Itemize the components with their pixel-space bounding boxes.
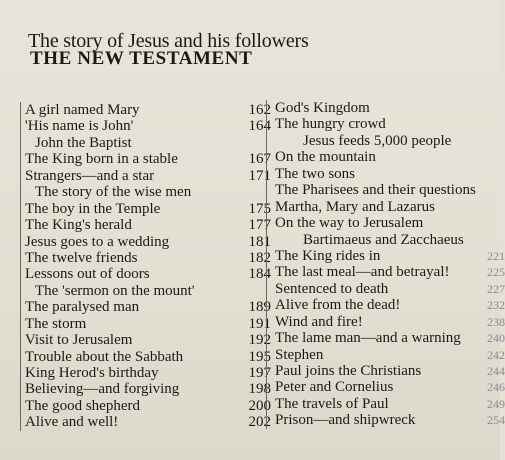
contents-entry [21,283,279,299]
contents-entry [267,166,501,182]
contents-entry [267,346,505,363]
entry-page-number: 246 [487,380,505,395]
entry-title: Trouble about the Sabbath [25,348,184,365]
entry-title: Martha, Mary and Lazarus [275,198,435,215]
contents-entry [21,266,279,282]
contents-entry [21,398,279,414]
entry-title: Visit to Jerusalem [25,332,133,349]
contents-entry [21,332,279,348]
entry-page-number: 164 [248,118,271,135]
contents-entry [267,363,505,379]
contents-entry [267,297,505,314]
contents-entry [267,330,505,347]
entry-title: John the Baptist [35,134,132,151]
entry-title: Peter and Cornelius [275,379,394,396]
entry-page-number: 181 [248,233,271,250]
entry-title: The travels of Paul [275,395,389,412]
contents-entry [21,168,279,184]
entry-title: King Herod's birthday [25,365,159,381]
entry-page-number: 162 [248,102,271,118]
contents-entry [21,365,279,381]
entry-title: On the mountain [275,149,376,166]
entry-title: The King born in a stable [25,151,178,168]
entry-page-number: 195 [248,348,271,365]
entry-title: Lessons out of doors [25,266,150,283]
entry-title: Sentenced to death [275,280,389,297]
contents-entry [21,118,279,134]
contents-entry [267,133,501,149]
entry-page-number: 242 [487,347,505,362]
contents-entry [21,349,279,365]
entry-title: The storm [25,315,87,332]
contents-entry [267,116,501,132]
entry-title: The last meal—and betrayal! [275,264,450,281]
entry-title: The boy in the Temple [25,200,161,217]
entry-page-number: 249 [487,396,505,411]
entry-title: The King rides in [275,247,381,264]
entry-title: Believing—and forgiving [25,381,180,398]
contents-entry [21,135,279,151]
contents-entry [21,151,279,167]
contents-entry [267,215,501,231]
entry-page-number: 198 [248,381,271,398]
entry-page-number: 254 [487,413,505,428]
entry-title: On the way to Jerusalem [275,215,424,232]
entry-page-number: 177 [248,217,271,234]
contents-entry [267,395,505,412]
entry-title: The 'sermon on the mount' [35,282,195,299]
entry-page-number: 189 [248,299,271,316]
entry-title: Alive from the dead! [275,297,401,314]
entry-title: The paralysed man [25,299,140,316]
contents-entry [21,250,279,266]
entry-page-number: 175 [248,200,271,217]
entry-title: The Pharisees and their questions [275,182,476,199]
entry-page-number: 227 [487,281,505,296]
contents-entry [267,247,505,264]
contents-entry [267,412,505,429]
entry-page-number: 244 [487,364,505,378]
section-title: THE NEW TESTAMENT [30,48,253,69]
entry-title: Alive and well! [25,414,119,431]
entry-page-number: 171 [248,167,271,184]
entry-title: God's Kingdom [275,100,370,116]
contents-entry [21,102,279,118]
entry-page-number: 184 [248,266,271,283]
entry-title: Paul joins the Christians [275,363,422,379]
contents-entry [21,381,279,397]
entry-title: The King's herald [25,217,132,234]
entry-title: Stephen [275,346,324,363]
entry-page-number: 167 [248,151,271,168]
contents-column-left [20,102,279,431]
entry-page-number: 191 [248,315,271,332]
entry-title: The good shepherd [25,397,140,414]
entry-title: The two sons [275,165,355,182]
entry-title: Prison—and shipwreck [275,412,416,429]
contents-entry [21,414,279,430]
entry-title: The hungry crowd [275,116,386,133]
contents-entry [267,149,501,165]
entry-title: The lame man—and a warning [275,330,461,347]
contents-entry [267,199,501,215]
contents-entry [21,217,279,233]
entry-page-number: 232 [487,298,505,313]
entry-page-number: 202 [248,414,271,431]
section-subtitle: The story of Jesus and his followers [28,30,309,52]
entry-page-number: 221 [487,248,505,263]
entry-title: A girl named Mary [25,102,140,118]
contents-entry [21,234,279,250]
entry-title: The twelve friends [25,249,138,266]
contents-entry [267,313,505,330]
contents-entry [21,316,279,332]
entry-title: Jesus feeds 5,000 people [303,132,452,149]
entry-page-number: 200 [248,397,271,414]
contents-entry [267,379,505,396]
contents-entry [267,232,501,248]
contents-entry [267,182,501,198]
entry-page-number: 182 [248,249,271,266]
contents-entry [267,264,505,281]
contents-entry [21,201,279,217]
entry-title: The story of the wise men [35,184,192,201]
contents-entry [267,100,501,116]
entry-title: Bartimaeus and Zacchaeus [303,231,464,248]
entry-title: Wind and fire! [275,313,363,330]
entry-page-number: 192 [248,332,271,349]
contents-entry [267,280,505,297]
entry-title: Jesus goes to a wedding [25,233,170,250]
entry-page-number: 238 [487,314,505,329]
entry-title: 'His name is John' [25,118,134,135]
entry-page-number: 197 [248,365,271,381]
entry-page-number: 225 [487,265,505,280]
contents-entry [21,299,279,315]
entry-title: Strangers—and a star [25,167,155,184]
contents-entry [21,184,279,200]
entry-page-number: 240 [487,331,505,346]
contents-column-right [266,100,505,429]
